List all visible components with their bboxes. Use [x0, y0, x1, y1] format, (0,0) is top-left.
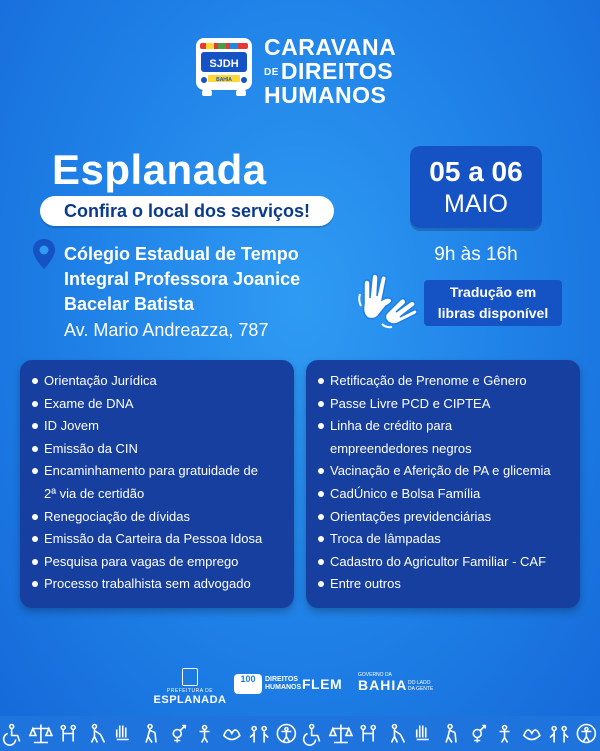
child-icon-path — [200, 726, 210, 743]
title-de: DE — [264, 66, 279, 78]
gender-icon — [173, 726, 185, 743]
service-text: Exame de DNA — [44, 395, 134, 411]
venue-address: Av. Mario Andreazza, 787 — [64, 320, 269, 340]
bullet-icon — [32, 401, 38, 407]
service-text: Emissão da CIN — [44, 440, 138, 456]
service-text: Orientações previdenciárias — [330, 508, 492, 524]
accessibility-icon-path — [277, 725, 295, 743]
service-item — [318, 551, 580, 574]
service-item — [318, 528, 580, 551]
title-line-2 — [264, 60, 396, 83]
bullet-icon — [318, 423, 324, 429]
people-icon — [550, 727, 568, 743]
service-text: Processo trabalhista sem advogado — [44, 576, 251, 592]
libras-line: Tradução em — [449, 284, 537, 300]
service-item — [32, 460, 294, 483]
libras-line: libras disponível — [437, 305, 549, 321]
venue-line: Cólegio Estadual de Tempo — [64, 244, 299, 264]
cta-pill: Confira o local dos serviços! — [40, 196, 334, 226]
location-pin-icon — [32, 238, 56, 270]
bullet-icon — [318, 468, 324, 474]
bullet-icon — [32, 559, 38, 565]
hand-sign-icon-path — [117, 726, 129, 740]
event-hours: 9h às 16h — [434, 244, 518, 265]
esplanada-logo — [150, 668, 230, 706]
scales-icon-path — [330, 725, 352, 743]
service-item — [318, 506, 580, 529]
service-text: Cadastro do Agricultor Familiar - CAF — [330, 553, 547, 569]
services-list-left — [20, 360, 294, 596]
service-item — [318, 483, 580, 506]
date-range: 05 a 06 — [429, 156, 523, 187]
date-month: MAIO — [444, 190, 508, 218]
dh-line: HUMANOS — [265, 684, 302, 691]
service-text: Linha de crédito para — [330, 418, 453, 434]
blind-person-icon-path — [391, 725, 404, 743]
family-icon — [361, 726, 375, 742]
people-icon-path — [550, 727, 568, 743]
sign-language-icon — [356, 270, 420, 330]
child-icon-path — [500, 726, 510, 743]
wheelchair-icon-path — [4, 725, 20, 746]
accessibility-icon-path — [577, 725, 595, 743]
title-line-1: CARAVANA — [264, 34, 397, 60]
elderly-icon-path — [446, 725, 456, 743]
bahia-name: BAHIA — [358, 677, 408, 693]
venue-name — [64, 242, 324, 317]
service-text: Vacinação e Aferição de PA e glicemia — [330, 463, 551, 479]
bus-plate: BAHIA — [216, 77, 232, 83]
direitos-humanos-logo — [234, 674, 301, 694]
title-line-3: HUMANOS — [264, 82, 387, 108]
venue-line: Bacelar Batista — [64, 294, 195, 314]
service-item — [318, 438, 580, 461]
governo-bahia-logo — [358, 672, 434, 693]
service-item — [318, 415, 580, 438]
hands-icon-path — [224, 730, 240, 740]
blind-person-icon — [91, 725, 104, 743]
bullet-icon — [32, 378, 38, 384]
service-text: Retificação de Prenome e Gênero — [330, 373, 527, 388]
service-text: Troca de lâmpadas — [330, 531, 441, 547]
service-item — [32, 573, 294, 596]
bullet-icon — [318, 378, 324, 384]
hand-sign-icon — [117, 726, 129, 740]
esplanada-small: PREFEITURA DE — [166, 688, 214, 694]
bullet-icon — [32, 581, 38, 587]
people-icon — [250, 727, 268, 743]
service-item — [32, 528, 294, 551]
service-item — [32, 370, 294, 393]
child-icon — [500, 726, 510, 743]
blind-person-icon — [391, 725, 404, 743]
flem-logo: FLEM — [302, 676, 343, 692]
gender-icon — [473, 726, 485, 743]
sponsor-logos — [150, 668, 460, 708]
hand-sign-icon-path — [417, 726, 429, 740]
service-item — [32, 551, 294, 574]
scales-icon — [30, 725, 52, 743]
child-icon — [200, 726, 210, 743]
bullet-icon — [318, 581, 324, 587]
accessibility-icon — [277, 725, 295, 743]
wheelchair-icon — [4, 725, 20, 746]
service-text: Orientação Jurídica — [44, 373, 157, 388]
bus-icon — [192, 34, 256, 98]
bullet-icon — [32, 446, 38, 452]
disque-100-badge: 100 — [234, 674, 262, 694]
libras-badge — [424, 280, 562, 326]
service-text: CadÚnico e Bolsa Família — [330, 485, 481, 501]
service-text: Passe Livre PCD e CIPTEA — [330, 395, 491, 411]
service-text: Entre outros — [330, 576, 401, 592]
service-item — [32, 506, 294, 529]
esplanada-name: ESPLANADA — [153, 694, 227, 706]
venue-line: Integral Professora Joanice — [64, 269, 301, 289]
service-text: Emissão da Carteira da Pessoa Idosa — [44, 531, 263, 547]
city-name: Esplanada — [52, 146, 267, 193]
service-item — [318, 573, 580, 596]
family-icon-path — [61, 726, 75, 742]
footer-icons — [0, 716, 600, 751]
scales-icon — [330, 725, 352, 743]
bullet-icon — [32, 514, 38, 520]
service-item — [318, 370, 580, 393]
elderly-icon-path — [146, 725, 156, 743]
gov-small: GOVERNO DA — [358, 672, 392, 678]
caravana-title — [264, 36, 396, 107]
caravana-logo — [192, 34, 422, 108]
date-box — [410, 146, 542, 228]
crest-icon — [182, 668, 198, 686]
wheelchair-icon — [304, 725, 320, 746]
hand-sign-icon — [417, 726, 429, 740]
bullet-icon — [318, 401, 324, 407]
bus-label: SJDH — [209, 58, 239, 70]
bullet-icon — [32, 468, 38, 474]
hands-icon — [224, 730, 240, 740]
blind-person-icon-path — [91, 725, 104, 743]
footer-icon-strip — [0, 716, 600, 751]
people-icon-path — [250, 727, 268, 743]
service-item — [318, 393, 580, 416]
bullet-icon — [32, 423, 38, 429]
service-text: empreendedores negros — [330, 440, 472, 456]
bullet-icon — [318, 536, 324, 542]
hands-icon — [524, 730, 540, 740]
scales-icon-path — [30, 725, 52, 743]
elderly-icon — [446, 725, 456, 743]
hands-icon-path — [524, 730, 540, 740]
service-item — [32, 438, 294, 461]
bullet-icon — [318, 491, 324, 497]
service-item — [32, 415, 294, 438]
service-item — [32, 483, 294, 506]
bullet-icon — [318, 559, 324, 565]
service-text: Renegociação de dívidas — [44, 508, 190, 524]
dh-line: DIREITOS — [265, 676, 298, 683]
services-card-left — [20, 360, 294, 608]
service-text: Encaminhamento para gratuidade de — [44, 463, 258, 479]
service-text: ID Jovem — [44, 418, 99, 434]
family-icon-path — [361, 726, 375, 742]
bahia-slogan: DO LADO DA GENTE — [408, 680, 434, 692]
wheelchair-icon-path — [304, 725, 320, 746]
service-item — [318, 460, 580, 483]
elderly-icon — [146, 725, 156, 743]
services-card-right — [306, 360, 580, 608]
dh-text — [265, 676, 301, 692]
gender-icon-path — [173, 726, 185, 743]
service-item — [32, 393, 294, 416]
bullet-icon — [318, 514, 324, 520]
service-text: Pesquisa para vagas de emprego — [44, 553, 239, 569]
title-direitos: DIREITOS — [280, 58, 394, 84]
accessibility-icon — [577, 725, 595, 743]
service-text: 2ª via de certidão — [44, 485, 145, 501]
family-icon — [61, 726, 75, 742]
bullet-icon — [32, 536, 38, 542]
gender-icon-path — [473, 726, 485, 743]
services-list-right — [306, 360, 580, 596]
